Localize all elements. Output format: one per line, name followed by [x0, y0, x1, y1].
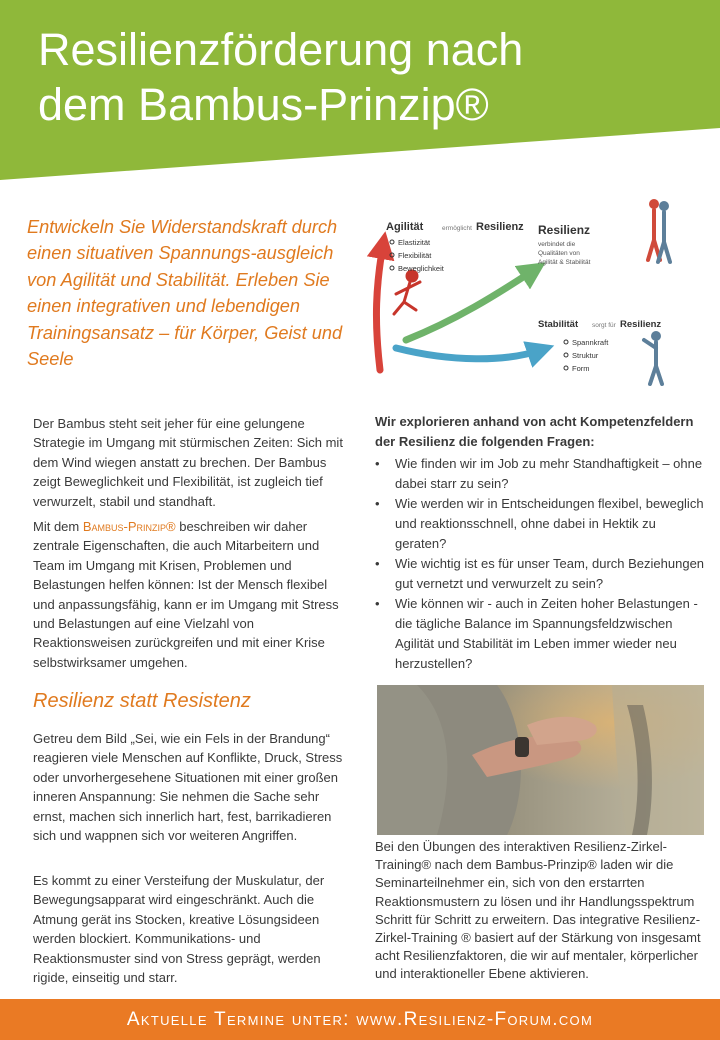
page-title: Resilienzförderung nach dem Bambus-Prinzip®: [38, 24, 524, 130]
agility-connector: ermöglicht: [442, 225, 472, 232]
resilience-title: Resilienz: [538, 223, 591, 237]
question-text: Wie wichtig ist es für unser Team, durch Beziehungen gut vernetzt und verwurzelt zu sein?: [395, 556, 705, 591]
training-photo: [377, 685, 704, 835]
stability-title: Stabilität: [538, 319, 579, 330]
stability-item-1: Spannkraft: [572, 338, 609, 347]
question-item: [375, 594, 705, 674]
question-item: [375, 494, 705, 554]
brand-name: Bambus-Prinzip®: [82, 519, 176, 534]
standing-pair-figure: [648, 199, 670, 262]
agility-item-1: Elastizität: [398, 238, 431, 247]
bullet: •: [375, 496, 380, 511]
resilience-text-1: verbindet die: [538, 241, 576, 248]
bamboo-paragraph: Der Bambus steht seit jeher für eine gelungene Strategie im Umgang mit stürmischen Zeiten: Sich mit dem Wind wiegen anstatt zu brechen. Der Bambus zeigt Beweglichkeit und Flexibilität, ist zugleich tief verwurzelt, stabil und standhaft.: [33, 416, 343, 509]
photo-caption: Bei den Übungen des interaktiven Resilienz-Zirkel-Training® nach dem Bambus-Prinzip® laden wir die Seminarteilnehmer ein, sich von den erstarrten Reaktionsmustern zu lösen und ihr Handlungsspektrum Schritt für Schritt zu erweitern. Das integrative Resilienz-Zirkel-Training ® basiert auf der Stärkung von insgesamt acht Resilienzfaktoren, die wir auf mentaler, körperlicher und interaktioneller Ebene aktivieren.: [375, 839, 701, 982]
question-list: [375, 454, 705, 674]
agility-arrow: [376, 245, 383, 370]
bamboo-principle-illustration: [366, 190, 698, 386]
agility-item-3: Beweglichkeit: [398, 264, 444, 273]
bullet: •: [375, 596, 380, 611]
stability-connector: sorgt für: [592, 322, 616, 329]
resilience-text-3: Agilität & Stabilität: [538, 259, 591, 266]
resilience-arrow: [406, 270, 534, 340]
running-figure: [394, 271, 420, 314]
question-item: [375, 554, 705, 594]
question-item: [375, 454, 705, 494]
stability-target: Resilienz: [620, 319, 662, 330]
question-text: Wie können wir - auch in Zeiten hoher Belastungen - die tägliche Balance im Spannungsfeldzwischen Agilität und Stabilität im Leben immer wieder neu herzustellen?: [395, 596, 698, 671]
resilience-text-2: Qualitäten von: [538, 250, 580, 257]
intro-text: Entwickeln Sie Widerstandskraft durch einen situativen Spannungs-ausgleich von Agilität und Stabilität. Erleben Sie einen integrativen und lebendigen Trainingsansatz – für Körper, Geist und Seele: [27, 217, 343, 370]
stability-item-3: Form: [572, 364, 590, 373]
stiffening-paragraph: Es kommt zu einer Versteifung der Muskulatur, der Bewegungsapparat wird eingeschränkt. Auch die Atmung gerät ins Stocken, kreative Lösungsideen werden blockiert. Kommunikations- und Reaktionsmuster sind von Stress geprägt, werden rigide, einseitig und starr.: [33, 873, 325, 986]
stability-arrow: [396, 348, 541, 359]
bullet: •: [375, 556, 380, 571]
bullet: •: [375, 456, 380, 471]
agility-target: Resilienz: [476, 221, 524, 233]
principle-paragraph: [33, 517, 351, 672]
principle-text-start: Mit dem: [33, 519, 83, 534]
agility-title: Agilität: [386, 221, 424, 233]
agility-item-2: Flexibilität: [398, 251, 432, 260]
standing-figure: [644, 331, 662, 384]
stability-item-2: Struktur: [572, 351, 599, 360]
question-text: Wie werden wir in Entscheidungen flexibel, beweglich und reaktionsschnell, ohne dabei in Hektik zu geraten?: [395, 496, 704, 551]
principle-text-end: beschreiben wir daher zentrale Eigenschaften, die auch Mitarbeitern und Team im Umgang mit Krisen, Problemen und Belastungen helfen können: Ist der Mensch flexibel und anpassungsfähig, kann er im Umgang mit Stress und Belastungen auf eine Vielzahl von Reaktionsweisen zurückgreifen und mit einer Krise selbstwirksamer umgehen.: [33, 519, 339, 670]
footer-banner: Aktuelle Termine unter: www.Resilienz-Forum.com: [0, 999, 720, 1040]
question-text: Wie finden wir im Job zu mehr Standhaftigkeit – ohne dabei starr zu sein?: [395, 456, 703, 491]
section-heading: Resilienz statt Resistenz: [33, 690, 251, 712]
questions-intro: Wir explorieren anhand von acht Kompetenzfeldern der Resilienz die folgenden Fragen:: [375, 414, 694, 449]
resistance-paragraph: Getreu dem Bild „Sei, wie ein Fels in der Brandung“ reagieren viele Menschen auf Konflikte, Druck, Stress oder unvorhergesehene Situationen mit einer großen inneren Anspannung: Sie nehmen die Sache sehr ernst, machen sich innerlich hart, fest, barrikadieren sich und wappnen sich vor weiteren Angriffen.: [33, 731, 343, 844]
